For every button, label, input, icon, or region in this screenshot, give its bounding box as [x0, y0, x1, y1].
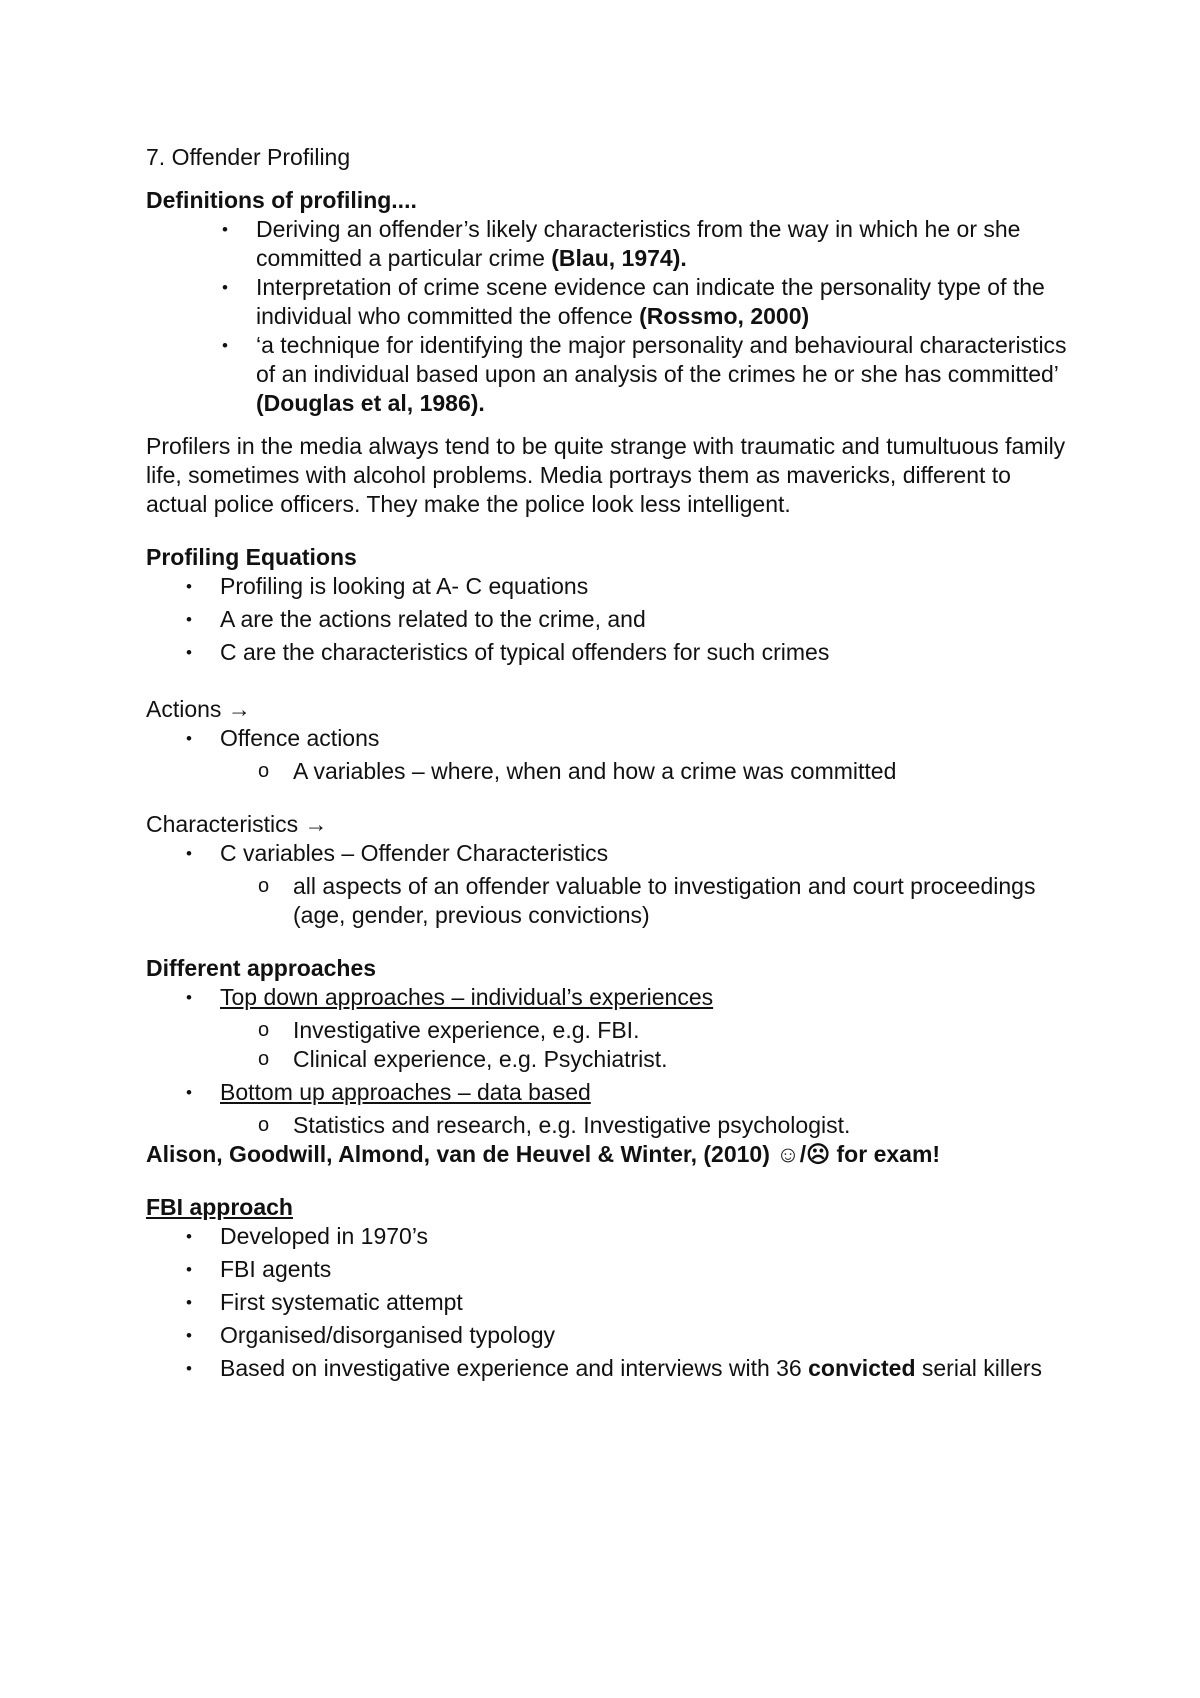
equation-item: • Profiling is looking at A- C equations	[146, 572, 1076, 601]
fbi-item: • Organised/disorganised typology	[146, 1321, 1076, 1350]
equations-heading: Profiling Equations	[146, 544, 357, 570]
fbi-item: • First systematic attempt	[146, 1288, 1076, 1317]
definition-item: • ‘a technique for identifying the major personality and behavioural characteristics of an individual based upon an analysis of the crimes he or she has committed’ (Douglas et al, 1986).	[146, 331, 1076, 418]
characteristics-subitem: o all aspects of an offender valuable to investigation and court proceedings (age, gender, previous convictions)	[146, 872, 1076, 930]
actions-list	[146, 724, 1076, 786]
bottom-up-item: • Bottom up approaches – data based	[146, 1078, 1076, 1107]
actions-item: • Offence actions	[146, 724, 1076, 753]
document-page	[146, 143, 1076, 1387]
exam-note: Alison, Goodwill, Almond, van de Heuvel & Winter, (2010) ☺/☹ for exam!	[146, 1141, 941, 1167]
top-down-item: • Top down approaches – individual’s experiences	[146, 983, 1076, 1012]
smiley-icon: ☺	[776, 1141, 800, 1167]
equations-list	[146, 572, 1076, 667]
actions-label: Actions →	[146, 696, 251, 722]
definition-item: • Deriving an offender’s likely characteristics from the way in which he or she committed a particular crime (Blau, 1974).	[146, 215, 1076, 273]
fbi-heading: FBI approach	[146, 1194, 293, 1220]
definition-item: • Interpretation of crime scene evidence can indicate the personality type of the individual who committed the offence (Rossmo, 2000)	[146, 273, 1076, 331]
media-paragraph: Profilers in the media always tend to be quite strange with traumatic and tumultuous family life, sometimes with alcohol problems. Media portrays them as mavericks, different to actual police officers. They make the police look less intelligent.	[146, 433, 1066, 517]
characteristics-item: • C variables – Offender Characteristics	[146, 839, 1076, 868]
actions-subitem: o A variables – where, when and how a crime was committed	[146, 757, 1076, 786]
equation-item: • A are the actions related to the crime, and	[146, 605, 1076, 634]
approaches-list	[146, 983, 1076, 1140]
fbi-item: • Developed in 1970’s	[146, 1222, 1076, 1251]
approaches-heading: Different approaches	[146, 955, 377, 981]
frowny-icon: ☹	[806, 1141, 831, 1167]
fbi-list	[146, 1222, 1076, 1383]
top-down-subitem: o Investigative experience, e.g. FBI.	[146, 1016, 1076, 1045]
document-title: 7. Offender Profiling	[146, 144, 351, 170]
characteristics-list	[146, 839, 1076, 930]
top-down-subitem: o Clinical experience, e.g. Psychiatrist.	[146, 1045, 1076, 1074]
bottom-up-subitem: o Statistics and research, e.g. Investigative psychologist.	[146, 1111, 1076, 1140]
equation-item: • C are the characteristics of typical offenders for such crimes	[146, 638, 1076, 667]
definitions-heading: Definitions of profiling....	[146, 187, 417, 213]
fbi-item: • FBI agents	[146, 1255, 1076, 1284]
fbi-item: • Based on investigative experience and interviews with 36 convicted serial killers	[146, 1354, 1076, 1383]
definitions-list	[146, 215, 1076, 418]
characteristics-label: Characteristics →	[146, 811, 328, 837]
